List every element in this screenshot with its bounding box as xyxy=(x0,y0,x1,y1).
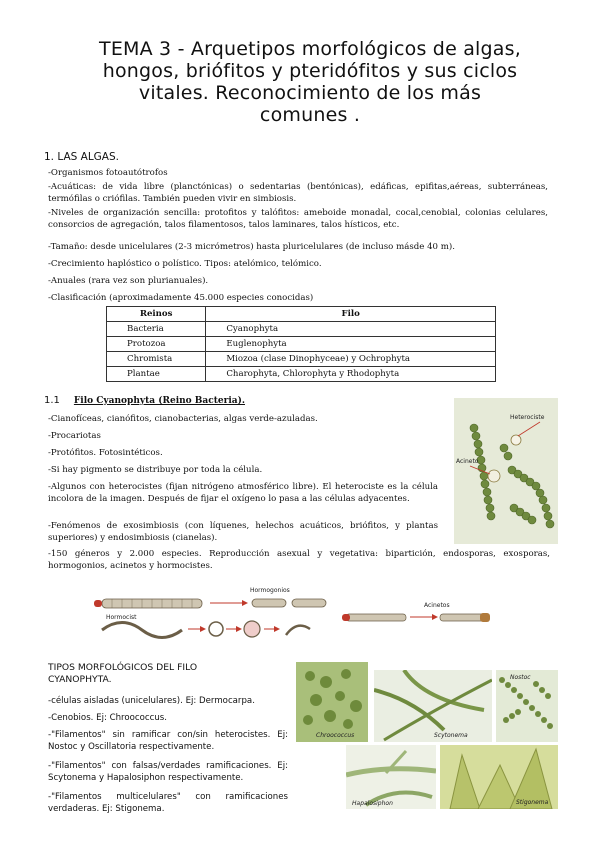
table-cell: Plantae xyxy=(107,367,206,382)
cyano-bullet-1: -Cianofíceas, cianófitos, cianobacterias, algas verde-azuladas. xyxy=(48,414,318,424)
table-cell: Cyanophyta xyxy=(206,322,496,337)
label-hormogonios: Hormogonios xyxy=(250,587,290,594)
table-cell: Miozoa (clase Dinophyceae) y Ochrophyta xyxy=(206,352,496,367)
tipos-heading-line-2: CYANOPHYTA. xyxy=(48,674,112,685)
table-row xyxy=(107,337,496,352)
title-line-4: comunes . xyxy=(259,104,361,126)
section-heading-cyanophyta xyxy=(44,395,245,406)
table-cell: Protozoa xyxy=(107,337,206,352)
algas-bullet-3: -Niveles de organización sencilla: protofitos y talófitos: ameboide monadal, cocal,cenobial, colonias celulares, consorcios de agregación, talos filamentosos, talos laminares, talos hísticos, etc. xyxy=(48,208,548,230)
table-row xyxy=(107,367,496,382)
table-header-row xyxy=(107,307,496,322)
chroococcus-photo xyxy=(296,662,368,742)
label-chroococcus: Chroococcus xyxy=(316,732,355,739)
algas-bullet-5: -Crecimiento haplóstico o polístico. Tipos: atelómico, telómico. xyxy=(48,259,322,269)
cyano-bullet-4: -Si hay pigmento se distribuye por toda la célula. xyxy=(48,465,263,475)
algas-bullet-2: -Acuáticas: de vida libre (planctónicas) o sedentarias (bentónicas), edáficas, epifitas,aéreas, subterráneas, termófilas o criófilas. También pueden vivir en simbiosis. xyxy=(48,182,548,204)
label-nostoc: Nostoc xyxy=(510,674,531,681)
reinos-table xyxy=(106,306,496,382)
title-line-3: vitales. Reconocimiento de los más xyxy=(138,82,482,104)
table-header: Reinos xyxy=(107,307,206,322)
heterociste-micrograph xyxy=(454,398,558,544)
section-heading-algas: 1. LAS ALGAS. xyxy=(44,151,119,163)
nostoc-photo xyxy=(496,670,558,742)
title-line-2: hongos, briófitos y pteridófitos y sus ciclos xyxy=(102,60,518,82)
tipos-bullet-1: -células aisladas (unicelulares). Ej: Dermocarpa. xyxy=(48,696,255,706)
table-cell: Chromista xyxy=(107,352,206,367)
label-heterociste: Heterociste xyxy=(510,414,545,421)
tipos-bullet-3: -"Filamentos" sin ramificar con/sin heterocistes. Ej: Nostoc y Oscillatoria respectivamente. xyxy=(48,730,288,752)
cyano-bullet-6: -Fenómenos de exosimbiosis (con líquenes, helechos acuáticos, briófitos, y plantas superiores) y endosimbiosis (cianelas). xyxy=(48,521,438,543)
scytonema-photo xyxy=(374,670,492,742)
label-scytonema: Scytonema xyxy=(434,732,468,739)
title-line-1: TEMA 3 - Arquetipos morfológicos de algas, xyxy=(99,38,521,60)
algas-bullet-4: -Tamaño: desde unicelulares (2-3 micrómetros) hasta pluricelulares (de incluso másde 40 m). xyxy=(48,242,455,252)
tipos-bullet-4: -"Filamentos" con falsas/verdades ramificaciones. Ej: Scytonema y Hapalosiphon respectivamente. xyxy=(48,761,288,783)
table-header: Filo xyxy=(206,307,496,322)
section-number: 1.1 xyxy=(44,395,60,406)
tipos-bullet-2: -Cenobios. Ej: Chroococcus. xyxy=(48,713,167,723)
stigonema-photo xyxy=(440,745,558,809)
label-acinetos: Acinetos xyxy=(424,602,450,609)
table-cell: Bacteria xyxy=(107,322,206,337)
page-title xyxy=(60,38,560,126)
label-hapalosiphon: Hapalosiphon xyxy=(352,800,393,807)
algas-bullet-6: -Anuales (rara vez son plurianuales). xyxy=(48,276,209,286)
hormogonios-diagram xyxy=(92,585,332,645)
label-acineto: Acineto xyxy=(456,458,479,465)
algas-bullet-1: -Organismos fotoautótrofos xyxy=(48,168,168,178)
label-stigonema: Stigonema xyxy=(516,799,549,806)
label-hormocist: Hormocist xyxy=(106,614,137,621)
acinetos-diagram xyxy=(340,600,500,630)
algas-bullet-7: -Clasificación (aproximadamente 45.000 especies conocidas) xyxy=(48,293,314,303)
table-cell: Euglenophyta xyxy=(206,337,496,352)
table-cell: Charophyta, Chlorophyta y Rhodophyta xyxy=(206,367,496,382)
tipos-bullet-5: -"Filamentos multicelulares" con ramificaciones verdaderas. Ej: Stigonema. xyxy=(48,792,288,814)
tipos-heading xyxy=(48,662,197,686)
table-row xyxy=(107,352,496,367)
cyano-bullet-7: -150 géneros y 2.000 especies. Reproducción asexual y vegetativa: bipartición, endosporas, exosporas, hormogonios, acinetos y hormocistes. xyxy=(48,549,550,571)
cyano-bullet-2: -Procariotas xyxy=(48,431,101,441)
section-title: Filo Cyanophyta (Reino Bacteria). xyxy=(73,396,245,406)
table-row xyxy=(107,322,496,337)
cyano-bullet-5: -Algunos con heterocistes (fijan nitrógeno atmosférico libre). El heterociste es la célula incolora de la imagen. Después de fijar el oxígeno lo pasa a las células adyacentes. xyxy=(48,482,438,504)
hapalosiphon-photo xyxy=(346,745,436,809)
cyano-bullet-3: -Protófitos. Fotosintéticos. xyxy=(48,448,163,458)
tipos-heading-line-1: TIPOS MORFOLÓGICOS DEL FILO xyxy=(48,662,198,673)
